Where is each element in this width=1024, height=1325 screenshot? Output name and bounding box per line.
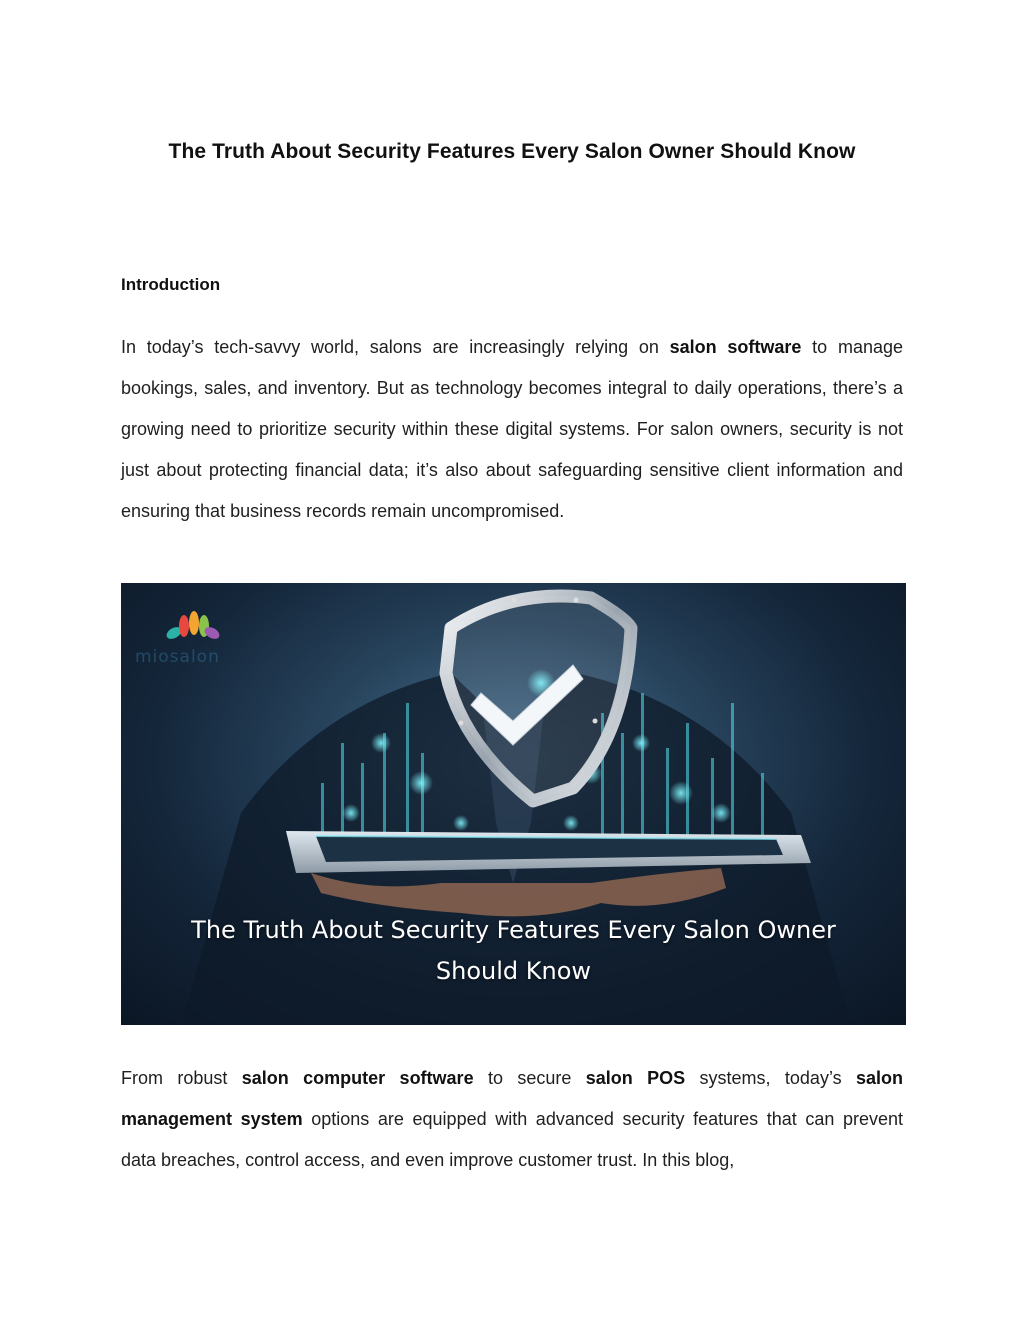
lotus-logo-icon xyxy=(165,611,222,641)
text-run: to manage bookings, sales, and inventory. But as technology becomes integral to daily operations, there’s a growing need to prioritize security within these digital systems. For salon owners, security is not just about protecting financial data; it’s also about safeguarding sensitive client information and ensuring that business records remain uncompromised. xyxy=(121,337,903,521)
page-title: The Truth About Security Features Every Salon Owner Should Know xyxy=(168,140,856,163)
body-paragraph xyxy=(121,1058,903,1181)
intro-heading: Introduction xyxy=(121,275,221,294)
hero-caption-line-2: Should Know xyxy=(435,957,592,985)
bold-term: salon management system xyxy=(121,1068,904,1129)
logo-text: miosalon xyxy=(135,647,220,667)
text-run: systems, today’s xyxy=(685,1068,856,1088)
hero-caption-line-1: The Truth About Security Features Every Salon Owner xyxy=(191,916,836,944)
bold-term: salon software xyxy=(669,337,802,357)
intro-paragraph xyxy=(121,327,903,532)
bold-term: salon computer software xyxy=(241,1068,474,1088)
text-run: In today’s tech-savvy world, salons are increasingly relying on xyxy=(121,337,670,357)
hero-caption xyxy=(121,910,906,992)
text-run: From robust xyxy=(121,1068,242,1088)
text-run: to secure xyxy=(473,1068,586,1088)
bold-term: salon POS xyxy=(585,1068,686,1088)
text-run: options are equipped with advanced security features that can prevent data breaches, control access, and even improve customer trust. In this blog, xyxy=(121,1109,903,1170)
hero-image xyxy=(121,583,906,1025)
